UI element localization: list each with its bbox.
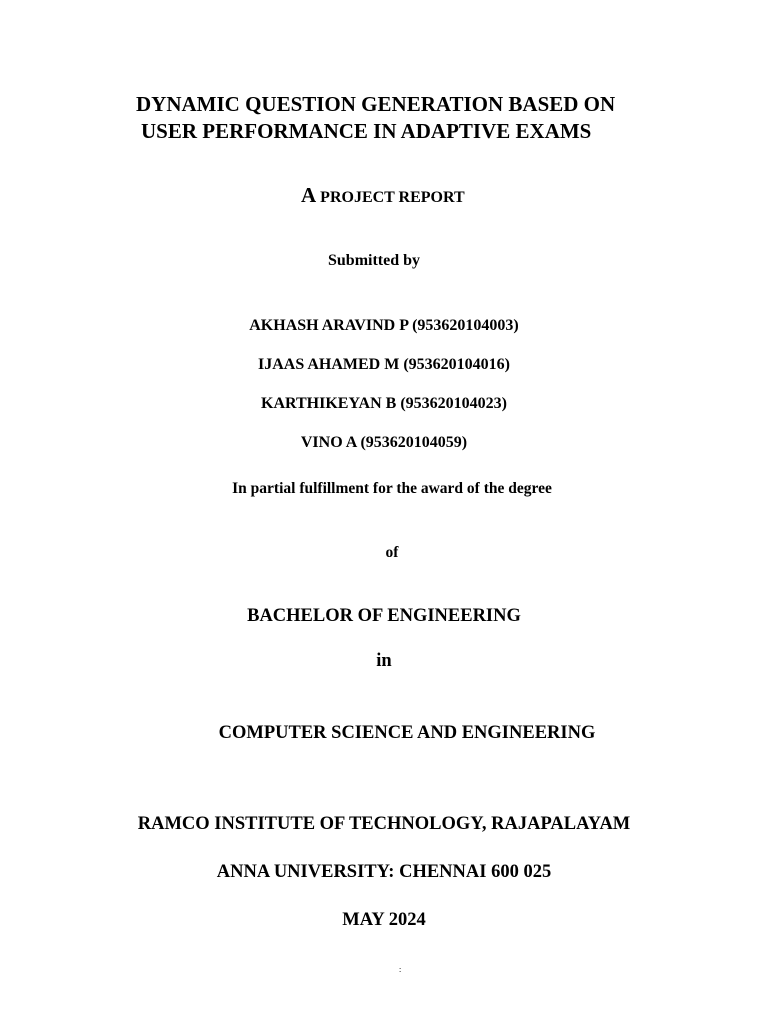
student-name: AKHASH ARAVIND P (953620104003) <box>249 317 519 334</box>
footer-mark: : <box>399 965 402 974</box>
submission-date: MAY 2024 <box>342 910 426 930</box>
student-name: VINO A (953620104059) <box>300 434 468 451</box>
university-name: ANNA UNIVERSITY: CHENNAI 600 025 <box>216 862 552 882</box>
report-heading-rest: PROJECT REPORT <box>320 189 465 206</box>
project-title-line-1: DYNAMIC QUESTION GENERATION BASED ON <box>136 92 616 116</box>
in-text: in <box>376 651 392 671</box>
student-name: IJAAS AHAMED M (953620104016) <box>258 356 510 373</box>
report-heading <box>301 185 465 206</box>
of-text: of <box>385 544 399 561</box>
report-heading-initial: A <box>301 183 317 207</box>
fulfillment-text: In partial fulfillment for the award of the degree <box>232 480 552 497</box>
branch-name: COMPUTER SCIENCE AND ENGINEERING <box>218 723 596 743</box>
degree-name: BACHELOR OF ENGINEERING <box>247 606 521 626</box>
project-title-line-2: USER PERFORMANCE IN ADAPTIVE EXAMS <box>141 119 592 143</box>
student-name: KARTHIKEYAN B (953620104023) <box>261 395 507 412</box>
submitted-by-label: Submitted by <box>328 252 421 269</box>
institute-name: RAMCO INSTITUTE OF TECHNOLOGY, RAJAPALAYAM <box>137 814 631 834</box>
